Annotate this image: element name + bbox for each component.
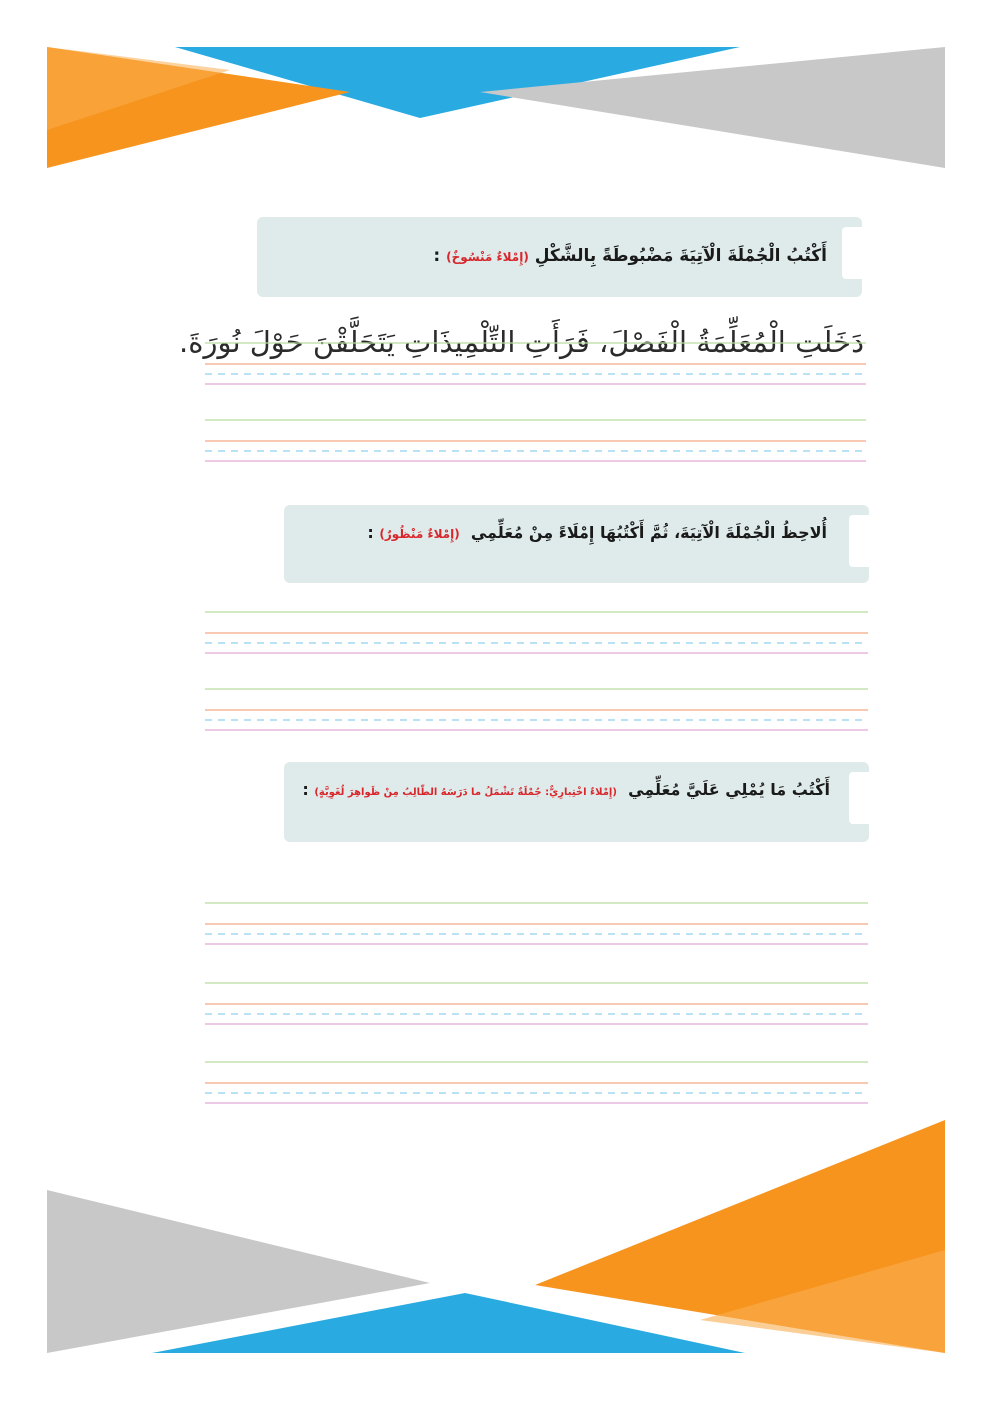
instruction-2-tag: (إِمْلاءٌ مَنْظُورٌ) — [379, 527, 460, 541]
instruction-1-tag: (إِمْلاءٌ مَنْسُوخٌ) — [446, 250, 529, 264]
instruction-1-text: أَكْتُبُ الْجُمْلَةَ الْآتِيَةَ مَضْبُوطَةً بِالشَّكْلِ — [534, 246, 827, 266]
model-sentence: دَخَلَتِ الْمُعَلِّمَةُ الْفَصْلَ، فَرَأَتِ التِّلْمِيذَاتِ يَتَحَلَّقْنَ حَوْلَ نُورَةَ. — [179, 325, 864, 359]
instruction-3-colon: : — [302, 780, 309, 799]
instruction-3-tag: (إِمْلاءٌ اخْتِبارِيٌّ: جُمْلَةٌ تَشْمَلُ ما دَرَسَهُ الطّالِبُ مِنْ ظَواهِرَ لُغَوِيَّةٍ) — [314, 787, 617, 798]
instruction-2-colon: : — [367, 523, 374, 542]
writing-line-groups — [205, 343, 868, 1103]
instruction-2-text: أُلاحِظُ الْجُمْلَةَ الْآتِيَةَ، ثُمَّ أَكْتُبُهَا إِمْلَاءً مِنْ مُعَلِّمِي — [470, 523, 827, 542]
instruction-3-text: أَكْتُبُ مَا يُمْلِي عَلَيَّ مُعَلِّمِي — [628, 780, 830, 799]
instruction-1-colon: : — [433, 246, 441, 266]
